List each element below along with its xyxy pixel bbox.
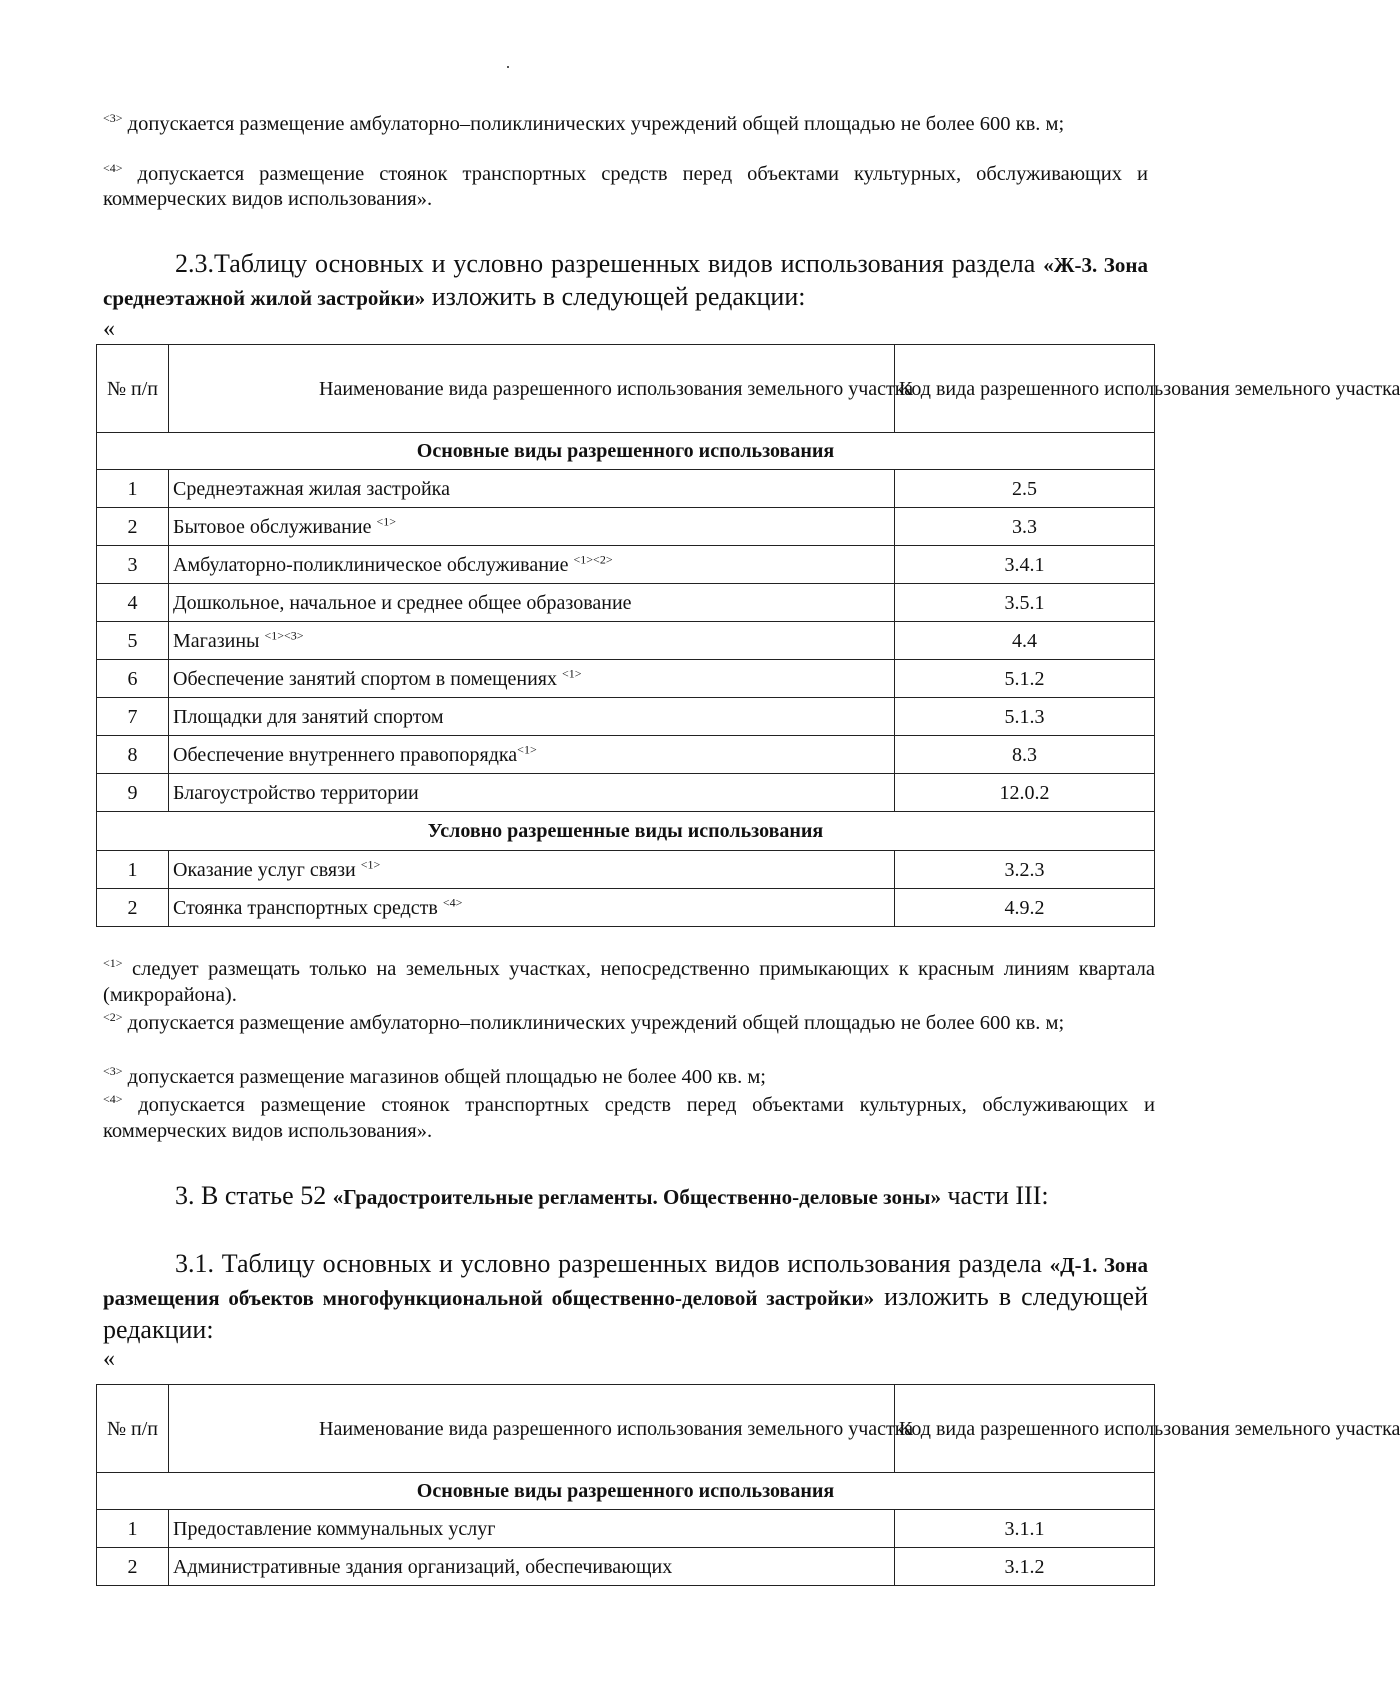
row-number: 2	[97, 508, 169, 546]
row-number: 5	[97, 622, 169, 660]
footnote-ref: <4>	[442, 894, 463, 909]
table-row	[97, 508, 1155, 546]
footnote-ref: <1>	[360, 856, 381, 871]
row-code: 3.3	[895, 508, 1155, 546]
header-code: Код вида разрешенного использования земельного участка	[895, 1385, 1155, 1473]
row-code: 3.2.3	[895, 851, 1155, 889]
land-use-table-d1	[96, 1384, 1400, 1586]
row-code: 3.5.1	[895, 584, 1155, 622]
zone-title-d1: «Д-1. Зона размещения объектов многофункциональной общественно-деловой застройки»	[103, 1253, 1149, 1310]
footnote-ref: <1><3>	[264, 627, 304, 642]
note-mark: <3>	[103, 111, 123, 126]
row-number: 7	[97, 698, 169, 736]
footnote-ref: <1>	[517, 741, 537, 756]
row-number: 6	[97, 660, 169, 698]
row-name: Площадки для занятий спортом	[169, 698, 895, 736]
row-number: 8	[97, 736, 169, 774]
header-code: Код вида разрешенного использования земельного участка	[895, 345, 1155, 433]
header-name: Наименование вида разрешенного использования земельного участка	[169, 1385, 895, 1473]
row-number: 2	[97, 889, 169, 927]
footnote-ref: <1><2>	[573, 551, 613, 566]
row-code: 3.1.1	[895, 1510, 1155, 1548]
row-code: 4.9.2	[895, 889, 1155, 927]
row-name: Благоустройство территории	[169, 774, 895, 812]
paragraph-2-3: 2.3.Таблицу основных и условно разрешенных видов использования раздела «Ж-3. Зона среднеэтажной жилой застройки» изложить в следующей редакции:	[103, 249, 1148, 311]
quote-open: «	[103, 316, 115, 342]
table-row	[97, 889, 1155, 927]
header-name: Наименование вида разрешенного использования земельного участка	[169, 345, 895, 433]
row-name: Бытовое обслуживание $^{<1>}$	[169, 508, 895, 546]
note-text: допускается размещение стоянок транспортных средств перед объектами культурных, обслуживающих и коммерческих видов использования».	[103, 163, 1148, 210]
row-number: 1	[97, 851, 169, 889]
table-header-row	[97, 345, 1155, 433]
row-name: Дошкольное, начальное и среднее общее образование	[169, 584, 895, 622]
row-number: 4	[97, 584, 169, 622]
row-name: Обеспечение занятий спортом в помещениях $^{<1>}$	[169, 660, 895, 698]
row-code: 5.1.3	[895, 698, 1155, 736]
table-header-row	[97, 1385, 1155, 1473]
quote-open-2: «	[103, 1346, 115, 1372]
row-number: 2	[97, 1548, 169, 1586]
row-code: 4.4	[895, 622, 1155, 660]
top-note-3	[103, 112, 1148, 137]
row-name: Среднеэтажная жилая застройка	[169, 470, 895, 508]
table-row	[97, 546, 1155, 584]
paragraph-3-1: 3.1. Таблицу основных и условно разрешенных видов использования раздела «Д-1. Зона размещения объектов многофункциональной общественно-деловой застройки» изложить в следующей редакции:	[103, 1249, 1149, 1344]
land-use-table-zh3	[96, 344, 1400, 927]
zone-title: «Ж-3. Зона среднеэтажной жилой застройки»	[103, 253, 1148, 310]
table-row	[97, 698, 1155, 736]
table-row	[97, 660, 1155, 698]
footnote-3: $^{<3>}$ допускается размещение магазинов общей площадью не более 400 кв. м;	[103, 1064, 766, 1088]
table-row	[97, 774, 1155, 812]
row-name: Оказание услуг связи $^{<1>}$	[169, 851, 895, 889]
section-row-main: Основные виды разрешенного использования	[97, 1473, 1155, 1510]
footnote-ref: <1>	[561, 665, 582, 680]
footnote-2: $^{<2>}$ допускается размещение амбулаторно–поликлинических учреждений общей площадью не более 600 кв. м;	[103, 1010, 1065, 1034]
table-row	[97, 736, 1155, 774]
row-name: Стоянка транспортных средств $^{<4>}$	[169, 889, 895, 927]
footnote-1: $^{<1>}$ следует размещать только на земельных участках, непосредственно примыкающих к красным линиям квартала (микрорайона).	[103, 956, 1155, 1006]
header-num: № п/п	[97, 345, 169, 433]
row-code: 12.0.2	[895, 774, 1155, 812]
row-code: 8.3	[895, 736, 1155, 774]
row-name: Обеспечение внутреннего правопорядка$^{<1>}$	[169, 736, 895, 774]
scan-speck	[507, 66, 509, 68]
row-number: 3	[97, 546, 169, 584]
footnote-ref: <1>	[376, 513, 397, 528]
row-name: Предоставление коммунальных услуг	[169, 1510, 895, 1548]
row-code: 5.1.2	[895, 660, 1155, 698]
row-code: 3.4.1	[895, 546, 1155, 584]
row-code: 2.5	[895, 470, 1155, 508]
note-mark: <4>	[103, 161, 123, 176]
row-number: 9	[97, 774, 169, 812]
row-number: 1	[97, 1510, 169, 1548]
row-name: Магазины $^{<1><3>}$	[169, 622, 895, 660]
table-row	[97, 470, 1155, 508]
section-row-main: Основные виды разрешенного использования	[97, 433, 1155, 470]
table-row	[97, 1510, 1155, 1548]
header-num: № п/п	[97, 1385, 169, 1473]
row-number: 1	[97, 470, 169, 508]
footnote-4: $^{<4>}$ допускается размещение стоянок транспортных средств перед объектами культурных, обслуживающих и коммерческих видов использования».	[103, 1092, 1155, 1142]
row-name: Амбулаторно-поликлиническое обслуживание $^{<1><2>}$	[169, 546, 895, 584]
table-row	[97, 1548, 1155, 1586]
table-row	[97, 851, 1155, 889]
note-text: допускается размещение амбулаторно–поликлинических учреждений общей площадью не более 600 кв. м;	[122, 113, 1065, 135]
top-note-4	[103, 162, 1148, 212]
section-row-conditional: Условно разрешенные виды использования	[97, 812, 1155, 851]
row-name: Административные здания организаций, обеспечивающих	[169, 1548, 895, 1586]
article-title: «Градостроительные регламенты. Общественно-деловые зоны»	[332, 1185, 941, 1209]
row-code: 3.1.2	[895, 1548, 1155, 1586]
paragraph-3: 3. В статье 52 «Градостроительные регламенты. Общественно-деловые зоны» части III:	[175, 1181, 1049, 1210]
table-row	[97, 584, 1155, 622]
table-row	[97, 622, 1155, 660]
